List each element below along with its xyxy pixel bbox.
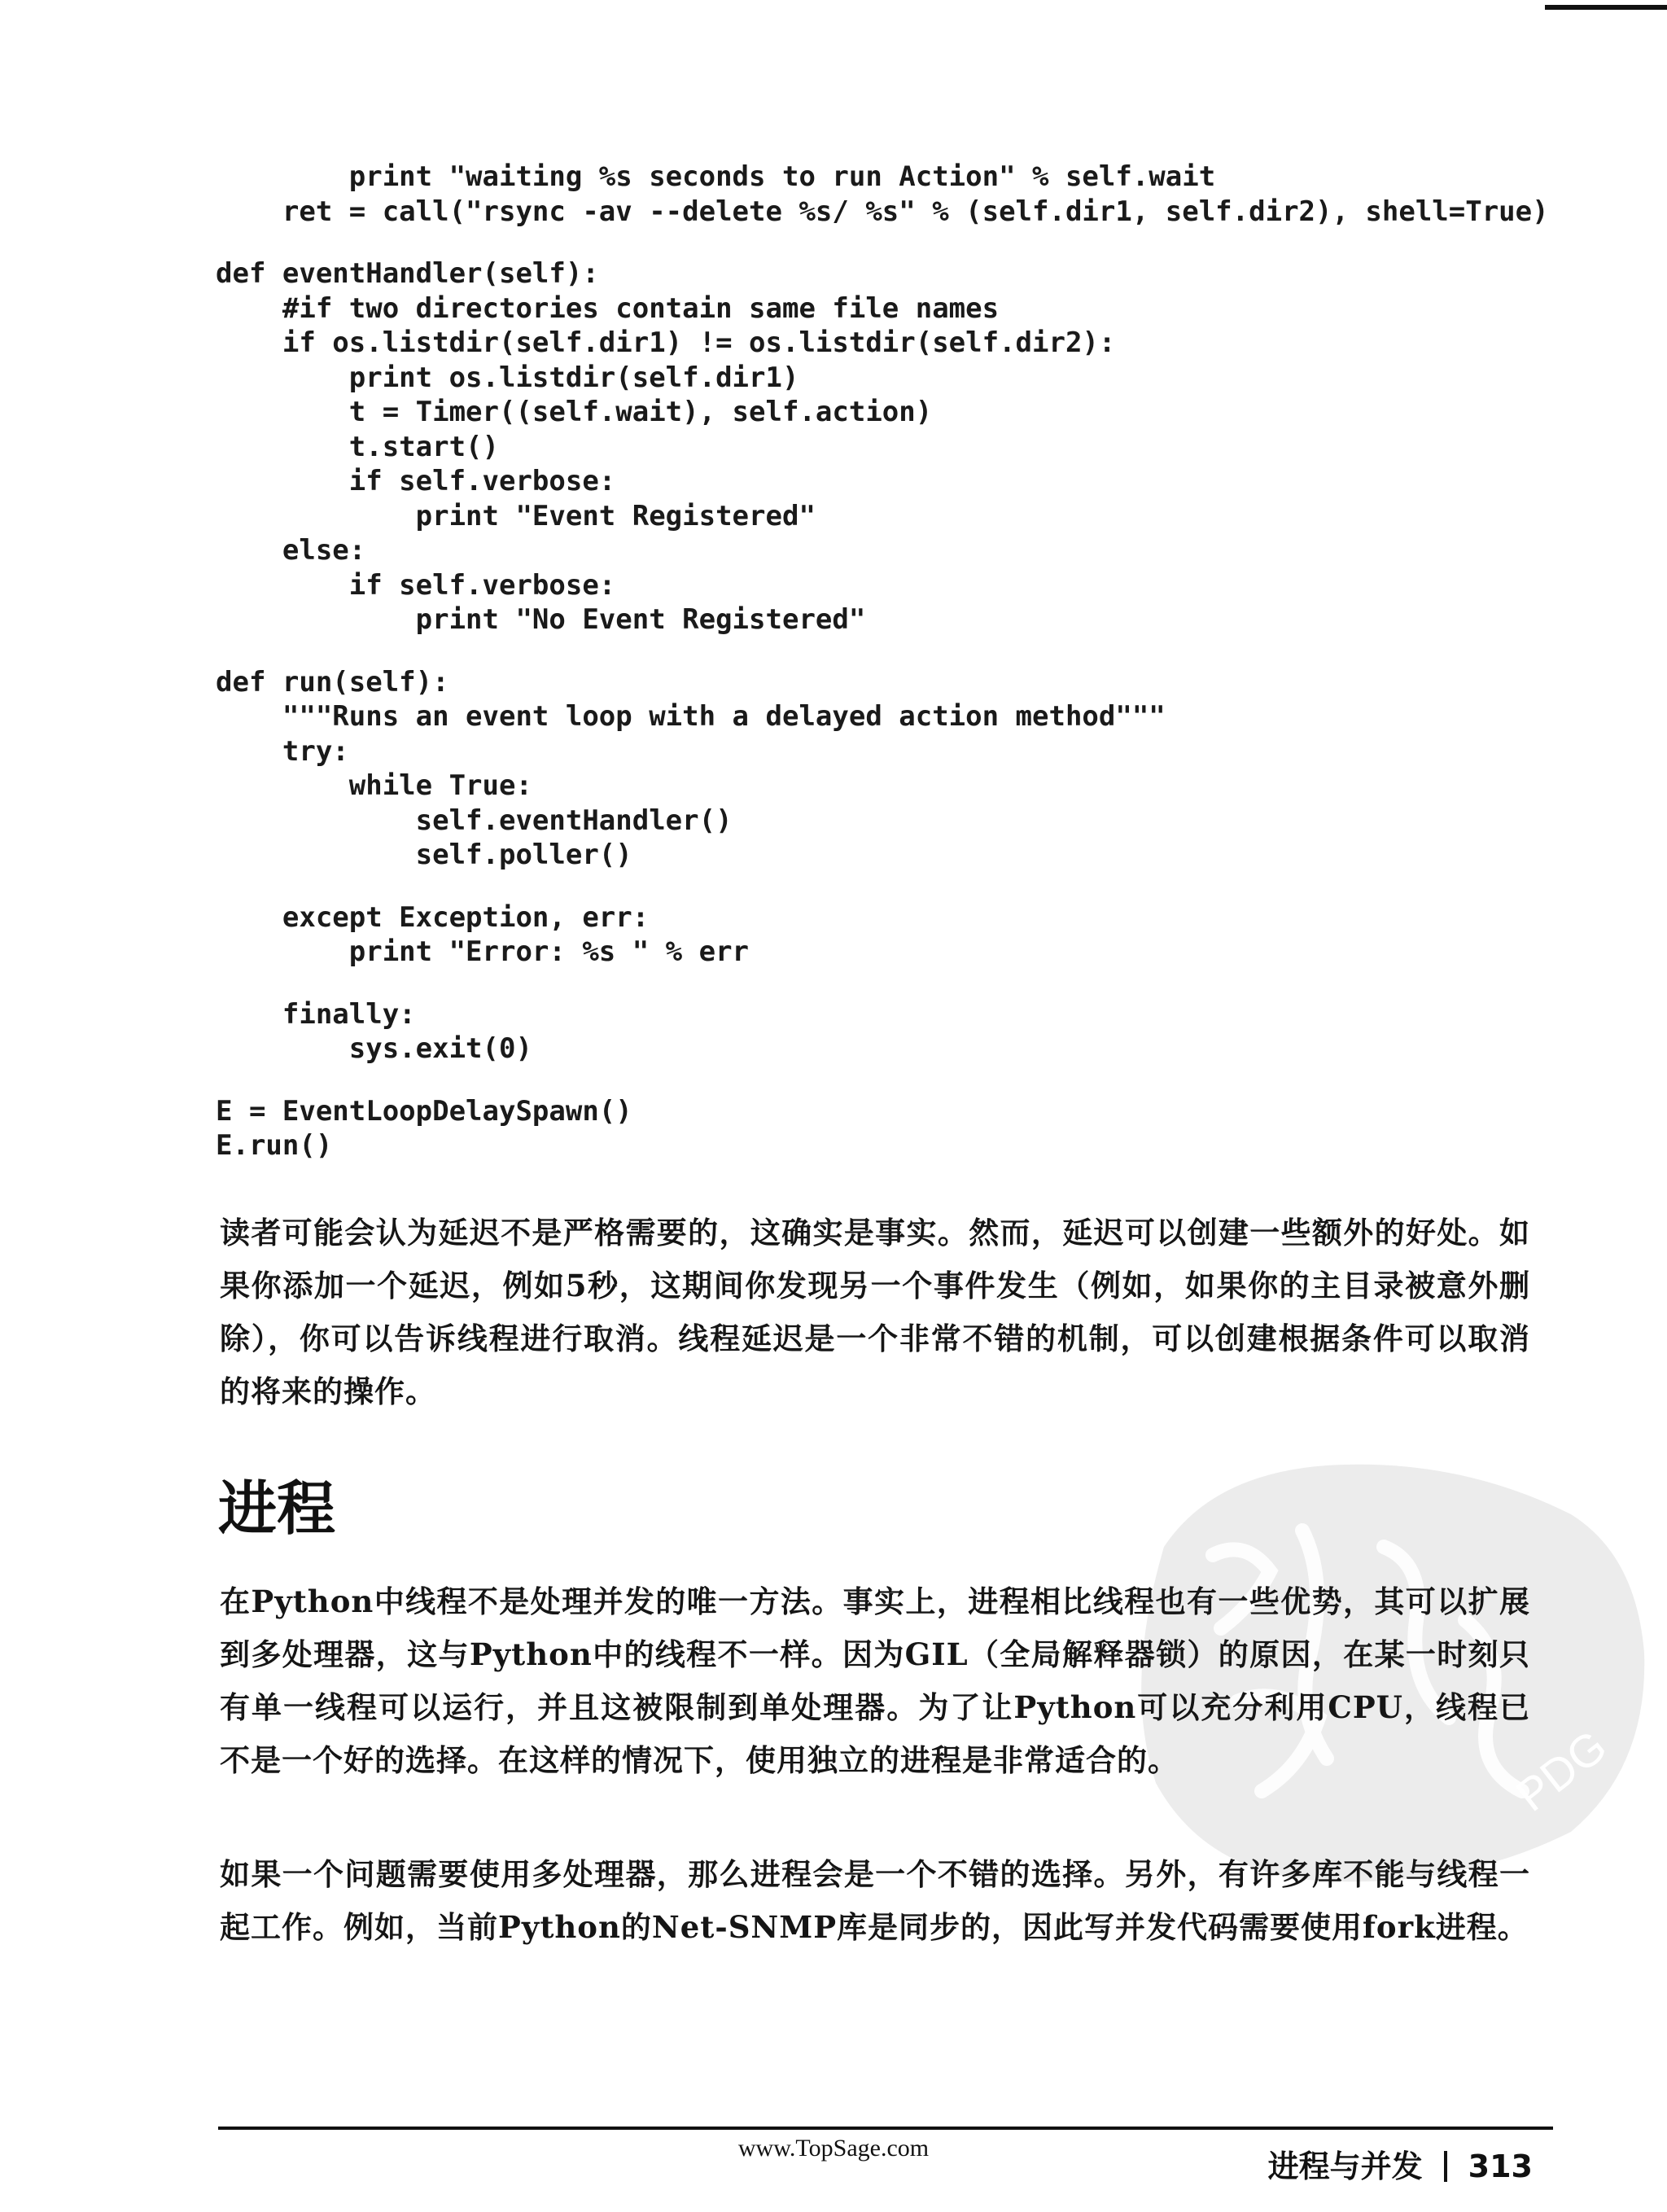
- running-footer: [1268, 2141, 1533, 2186]
- code-line: [216, 1067, 1648, 1094]
- code-line: [216, 229, 1648, 256]
- code-line: if self.verbose:: [216, 465, 616, 497]
- paragraph-multiprocessor: 如果一个问题需要使用多处理器，那么进程会是一个不错的选择。另外，有许多库不能与线程一起工作。例如，当前Python的Net-SNMP库是同步的，因此写并发代码需要使用fork进程。: [220, 1856, 1530, 1945]
- top-corner-rule: [1545, 5, 1667, 10]
- code-line: finally:: [216, 997, 416, 1031]
- code-line: print os.listdir(self.dir1): [216, 361, 799, 394]
- code-line: print "Event Registered": [216, 499, 816, 532]
- code-line: self.eventHandler(): [216, 804, 733, 837]
- code-line: self.poller(): [216, 839, 632, 871]
- code-line: print "waiting %s seconds to run Action" % self.wait: [216, 160, 1216, 193]
- watermark-text: PDG: [1506, 1719, 1617, 1821]
- code-line: [216, 637, 1648, 665]
- code-line: print "No Event Registered": [216, 603, 866, 636]
- code-line: t = Timer((self.wait), self.action): [216, 396, 933, 428]
- code-line: def eventHandler(self):: [216, 257, 599, 290]
- code-line: t.start(): [216, 430, 499, 463]
- page-number: 313: [1468, 2148, 1533, 2184]
- section-heading: 进程: [218, 1474, 336, 1543]
- code-line: if os.listdir(self.dir1) != os.listdir(self.dir2):: [216, 326, 1116, 359]
- code-line: sys.exit(0): [216, 1032, 532, 1065]
- code-line: [216, 873, 1648, 900]
- code-listing: [216, 160, 1648, 1163]
- footer-url: www.TopSage.com: [737, 2135, 930, 2162]
- code-line: try:: [216, 734, 349, 768]
- code-line: print "Error: %s " % err: [216, 935, 750, 968]
- footer-chapter-title: 进程与并发: [1267, 2148, 1423, 2184]
- code-line: E.run(): [216, 1129, 333, 1162]
- code-line: E = EventLoopDelaySpawn(): [216, 1094, 632, 1128]
- code-line: if self.verbose:: [216, 568, 616, 602]
- code-line: def run(self):: [216, 665, 449, 699]
- footer-separator: [1444, 2151, 1447, 2182]
- code-line: #if two directories contain same file names: [216, 291, 1000, 325]
- paragraph-process-intro: 在Python中线程不是处理并发的唯一方法。事实上，进程相比线程也有一些优势，其可以扩展到多处理器，这与Python中的线程不一样。因为GIL（全局解释器锁）的原因，在某一时刻只有单一线程可以运行，并且这被限制到单处理器。为了让Python可以充分利用CPU，线程已不是一个好的选择。在这样的情况下，使用独立的进程是非常适合的。: [220, 1583, 1530, 1778]
- code-line: """Runs an event loop with a delayed action method""": [216, 700, 1166, 733]
- code-line: [216, 970, 1648, 997]
- paragraph-delay-note: 读者可能会认为延迟不是严格需要的，这确实是事实。然而，延迟可以创建一些额外的好处。如果你添加一个延迟，例如5秒，这期间你发现另一个事件发生（例如，如果你的主目录被意外删除），你可以告诉线程进行取消。线程延迟是一个非常不错的机制，可以创建根据条件可以取消的将来的操作。: [220, 1215, 1530, 1409]
- code-line: while True:: [216, 769, 532, 802]
- code-line: else:: [216, 534, 366, 567]
- code-line: except Exception, err:: [216, 900, 650, 934]
- footer-rule: [218, 2127, 1553, 2130]
- code-line: ret = call("rsync -av --delete %s/ %s" % (self.dir1, self.dir2), shell=True): [216, 195, 1549, 228]
